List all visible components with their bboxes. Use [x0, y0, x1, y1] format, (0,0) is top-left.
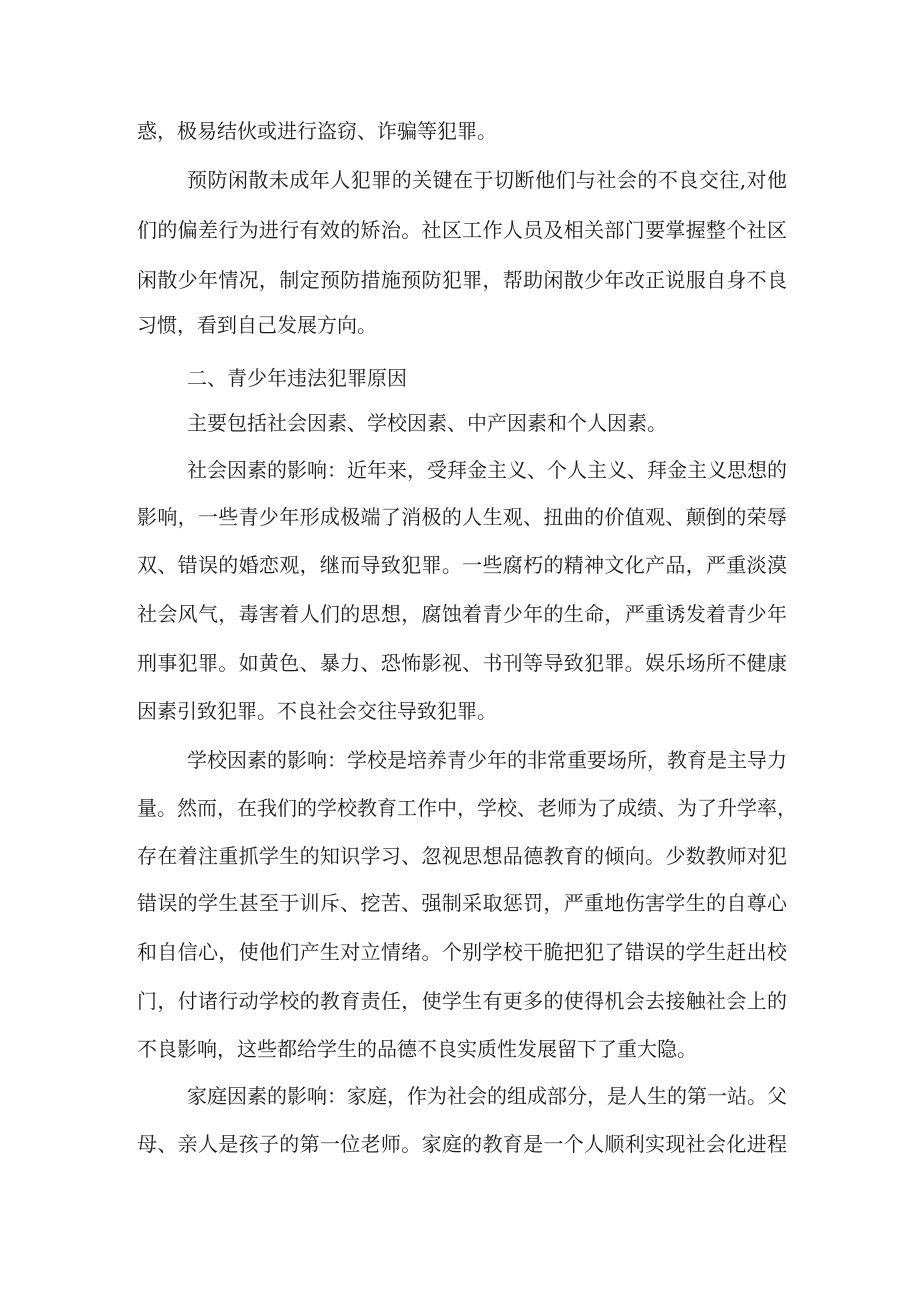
paragraph-line: 社会因素的影响：近年来，受拜金主义、个人主义、拜金主义思想的: [187, 458, 787, 482]
paragraph-line: 惑，极易结伙或进行盗窃、诈骗等犯罪。: [137, 119, 497, 143]
paragraph-line: 因素引致犯罪。不良社会交往导致犯罪。: [137, 699, 497, 723]
paragraph-line: 门，付诸行动学校的教育责任，使学生有更多的使得机会去接触社会上的: [137, 989, 787, 1013]
paragraph-line: 量。然而，在我们的学校教育工作中，学校、老师为了成绩、为了升学率，: [137, 796, 797, 820]
paragraph-line: 主要包括社会因素、学校因素、中产因素和个人因素。: [187, 411, 667, 435]
section-heading: 二、青少年违法犯罪原因: [187, 366, 407, 390]
paragraph-line: 影响，一些青少年形成极端了消极的人生观、扭曲的价值观、颠倒的荣辱: [137, 505, 787, 529]
paragraph-line: 刑事犯罪。如黄色、暴力、恐怖影视、书刊等导致犯罪。娱乐场所不健康: [137, 651, 787, 675]
paragraph-line: 预防闲散未成年人犯罪的关键在于切断他们与社会的不良交往,对他: [187, 168, 787, 192]
paragraph-line: 和自信心，使他们产生对立情绪。个别学校干脆把犯了错误的学生赶出校: [137, 940, 787, 964]
paragraph-line: 存在着注重抓学生的知识学习、忽视思想品德教育的倾向。少数教师对犯: [137, 844, 787, 868]
paragraph-line: 家庭因素的影响：家庭，作为社会的组成部分，是人生的第一站。父: [187, 1084, 787, 1108]
paragraph-line: 不良影响，这些都给学生的品德不良实质性发展留下了重大隐。: [137, 1037, 697, 1061]
paragraph-line: 母、亲人是孩子的第一位老师。家庭的教育是一个人顺利实现社会化进程: [137, 1132, 787, 1156]
paragraph-line: 社会风气，毒害着人们的思想，腐蚀着青少年的生命，严重诱发着青少年: [137, 602, 787, 626]
paragraph-line: 错误的学生甚至于训斥、挖苦、强制采取惩罚，严重地伤害学生的自尊心: [137, 891, 787, 915]
paragraph-line: 们的偏差行为进行有效的矫治。社区工作人员及相关部门要掌握整个社区: [137, 218, 787, 242]
paragraph-line: 习惯，看到自己发展方向。: [137, 313, 377, 337]
paragraph-line: 闲散少年情况，制定预防措施预防犯罪，帮助闲散少年改正说服自身不良: [137, 268, 787, 292]
paragraph-line: 学校因素的影响：学校是培养青少年的非常重要场所，教育是主导力: [187, 748, 787, 772]
paragraph-line: 双、错误的婚恋观，继而导致犯罪。一些腐朽的精神文化产品，严重淡漠: [137, 553, 787, 577]
